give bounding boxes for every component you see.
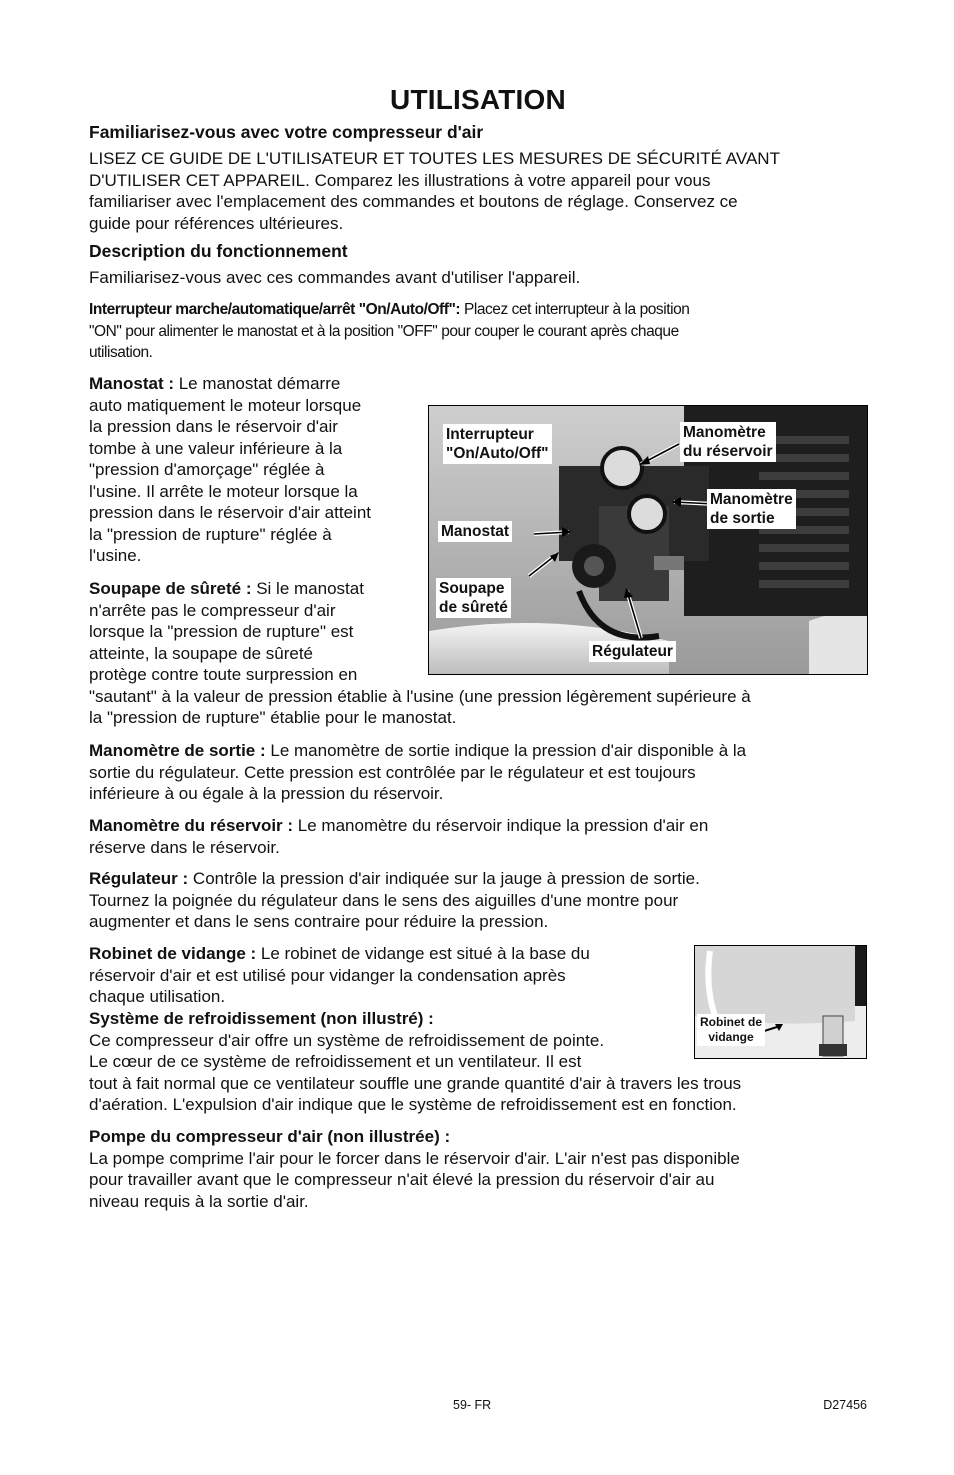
paragraph-cooling: Système de refroidissement (non illustré) : Ce compresseur d'air offre un système de refroidissement de pointe. Le cœur de ce système de refroidissement et un ventilateur. Il est tout à fait normal que ce ventilateur souffle une grande quantité d'air à travers les trous d'aération. L'expulsion d'air indique que le système de refroidissement est en fonction.	[89, 1008, 867, 1116]
label-switch: Interrupteur "On/Auto/Off"	[443, 424, 552, 464]
label-drain-valve: Robinet de vidange	[697, 1014, 765, 1046]
page-number: 59- FR	[453, 1398, 492, 1412]
label-regulator: Régulateur	[589, 641, 676, 662]
label-tank-gauge: Manomètre du réservoir	[680, 422, 776, 462]
term-switch: Interrupteur marche/automatique/arrêt "On/Auto/Off":	[89, 301, 461, 318]
term-pump: Pompe du compresseur d'air (non illustrée) :	[89, 1127, 451, 1146]
paragraph-safety-valve: Soupape de sûreté : Si le manostat n'arrête pas le compresseur d'air lorsque la "pression de rupture" est atteinte, la soupape de sûreté protège contre toute surpression en "sautant" à la valeur de pression établie à l'usine (une pression légèrement supérieure à la "pression de rupture" établie pour le manostat.	[89, 579, 751, 727]
page-title: UTILISATION	[390, 84, 566, 115]
term-outlet-gauge: Manomètre de sortie :	[89, 741, 266, 760]
term-tank-gauge: Manomètre du réservoir :	[89, 816, 294, 835]
paragraph-outlet-gauge: Manomètre de sortie : Le manomètre de sortie indique la pression d'air disponible à la sortie du régulateur. Cette pression est contrôlée par le régulateur et est toujours inférieure à ou égale à la pression du réservoir.	[89, 741, 747, 803]
paragraph-manostat: Manostat : Le manostat démarre auto matiquement le moteur lorsque la pression dans le réservoir d'air tombe à une valeur inférieure à la "pression d'amorçage" réglée à l'usine. Il arrête le moteur lorsque la pression dans le réservoir d'air atteint la "pression de rupture" réglée à l'usine.	[89, 374, 371, 565]
paragraph-pump: Pompe du compresseur d'air (non illustrée) : La pompe comprime l'air pour le forcer dans le réservoir d'air. L'air n'est pas disponible pour travailler avant que le compresseur n'ait élevé la pression du réservoir d'air au niveau requis à la sortie d'air.	[89, 1127, 740, 1211]
paragraph-description-intro: Familiarisez-vous avec ces commandes avant d'utiliser l'appareil.	[89, 268, 581, 287]
compressor-controls-figure	[428, 405, 868, 675]
term-drain: Robinet de vidange :	[89, 944, 257, 963]
paragraph-drain: Robinet de vidange : Le robinet de vidange est situé à la base du réservoir d'air et est utilisé pour vidanger la condensation après chaque utilisation.	[89, 944, 590, 1006]
heading-description: Description du fonctionnement	[89, 241, 348, 261]
term-manostat: Manostat :	[89, 374, 174, 393]
label-outlet-gauge: Manomètre de sortie	[707, 489, 796, 529]
heading-familiarize: Familiarisez-vous avec votre compresseur d'air	[89, 122, 484, 142]
term-cooling: Système de refroidissement (non illustré) :	[89, 1009, 434, 1028]
document-code: D27456	[823, 1398, 867, 1412]
label-safety-valve: Soupape de sûreté	[436, 578, 511, 618]
term-safety-valve: Soupape de sûreté :	[89, 579, 252, 598]
term-regulator: Régulateur :	[89, 869, 189, 888]
paragraph-tank-gauge: Manomètre du réservoir : Le manomètre du réservoir indique la pression d'air en réserve dans le réservoir.	[89, 816, 709, 857]
paragraph-familiarize: LISEZ CE GUIDE DE L'UTILISATEUR ET TOUTES LES MESURES DE SÉCURITÉ AVANT D'UTILISER CET APPAREIL. Comparez les illustrations à votre appareil pour vous familiariser avec l'emplacement des commandes et boutons de réglage. Conservez ce guide pour références ultérieures.	[89, 149, 780, 233]
paragraph-regulator: Régulateur : Contrôle la pression d'air indiquée sur la jauge à pression de sortie. Tournez la poignée du régulateur dans le sens des aiguilles d'une montre pour augmenter et dans le sens contraire pour réduire la pression.	[89, 869, 700, 931]
paragraph-switch: Interrupteur marche/automatique/arrêt "On/Auto/Off": Placez cet interrupteur à la position "ON" pour alimenter le manostat et à la position "OFF" pour couper le courant après chaque utilisation.	[89, 301, 690, 361]
label-manostat: Manostat	[438, 521, 512, 542]
